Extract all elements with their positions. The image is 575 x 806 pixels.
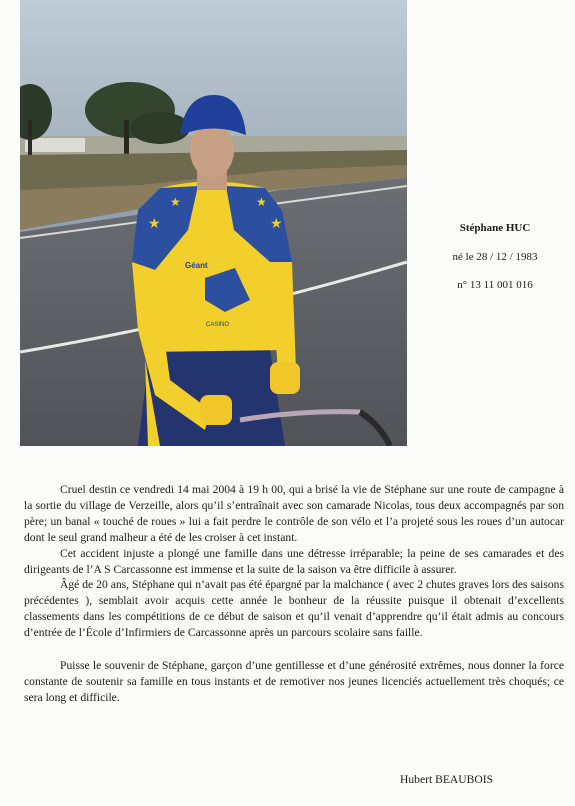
birth-date: né le 28 / 12 / 1983 <box>452 251 538 263</box>
jersey-sponsor-text: Géant <box>185 261 208 270</box>
person-name: Stéphane HUC <box>459 222 531 234</box>
svg-text:★: ★ <box>148 217 161 232</box>
article-body <box>24 482 564 706</box>
svg-text:★: ★ <box>170 195 181 209</box>
svg-text:★: ★ <box>270 217 283 232</box>
paragraph-memory: Puisse le souvenir de Stéphane, garçon d’une gentillesse et d’une générosité extrêmes, nous donner la force constante de soutenir sa famille en tous instants et de remotiver nos jeunes licenciés actuellement très choqués; ce sera long et difficile. <box>24 659 564 704</box>
signature: Hubert BEAUBOIS <box>400 773 494 786</box>
svg-text:★: ★ <box>256 195 267 209</box>
person-info <box>420 222 570 307</box>
cyclist-photo-drawing <box>20 0 407 446</box>
license-number: n° 13 11 001 016 <box>457 279 533 291</box>
paragraph-accident: Cruel destin ce vendredi 14 mai 2004 à 19 h 00, qui a brisé la vie de Stéphane sur une route de campagne à la sortie du village de Verzeille, alors qu’il s’entraînait avec son camarade Nicolas, tous deux accompagnés par son père; un banal « touché de roues » lui a fait perdre le contrôle de son vélo et l’a projeté sous les roues d’un autocar dont le seul grand malheur a été de les croiser à cet instant. <box>24 483 564 544</box>
paragraph-family: Cet accident injuste a plongé une famille dans une détresse irréparable; la peine de ses camarades et des dirigeants de l’A S Carcassonne est immense et la suite de la saison va être difficile à assurer. <box>24 546 564 576</box>
cyclist-photo <box>20 0 407 446</box>
jersey-team-text: CASINO <box>206 322 230 328</box>
paragraph-career: Âgé de 20 ans, Stéphane qui n’avait pas été épargné par la malchance ( avec 2 chutes graves lors des saisons précédentes ), semblait avoir acquis cette année le bonheur de la réussite puisque il obtenait d’excellents classements dans les compétitions de ce début de saison et qu’il venait d’apprendre qu’il était admis au concours d’entrée de l’École d’Infirmiers de Carcassonne après un parcours scolaire sans faille. <box>24 578 564 640</box>
